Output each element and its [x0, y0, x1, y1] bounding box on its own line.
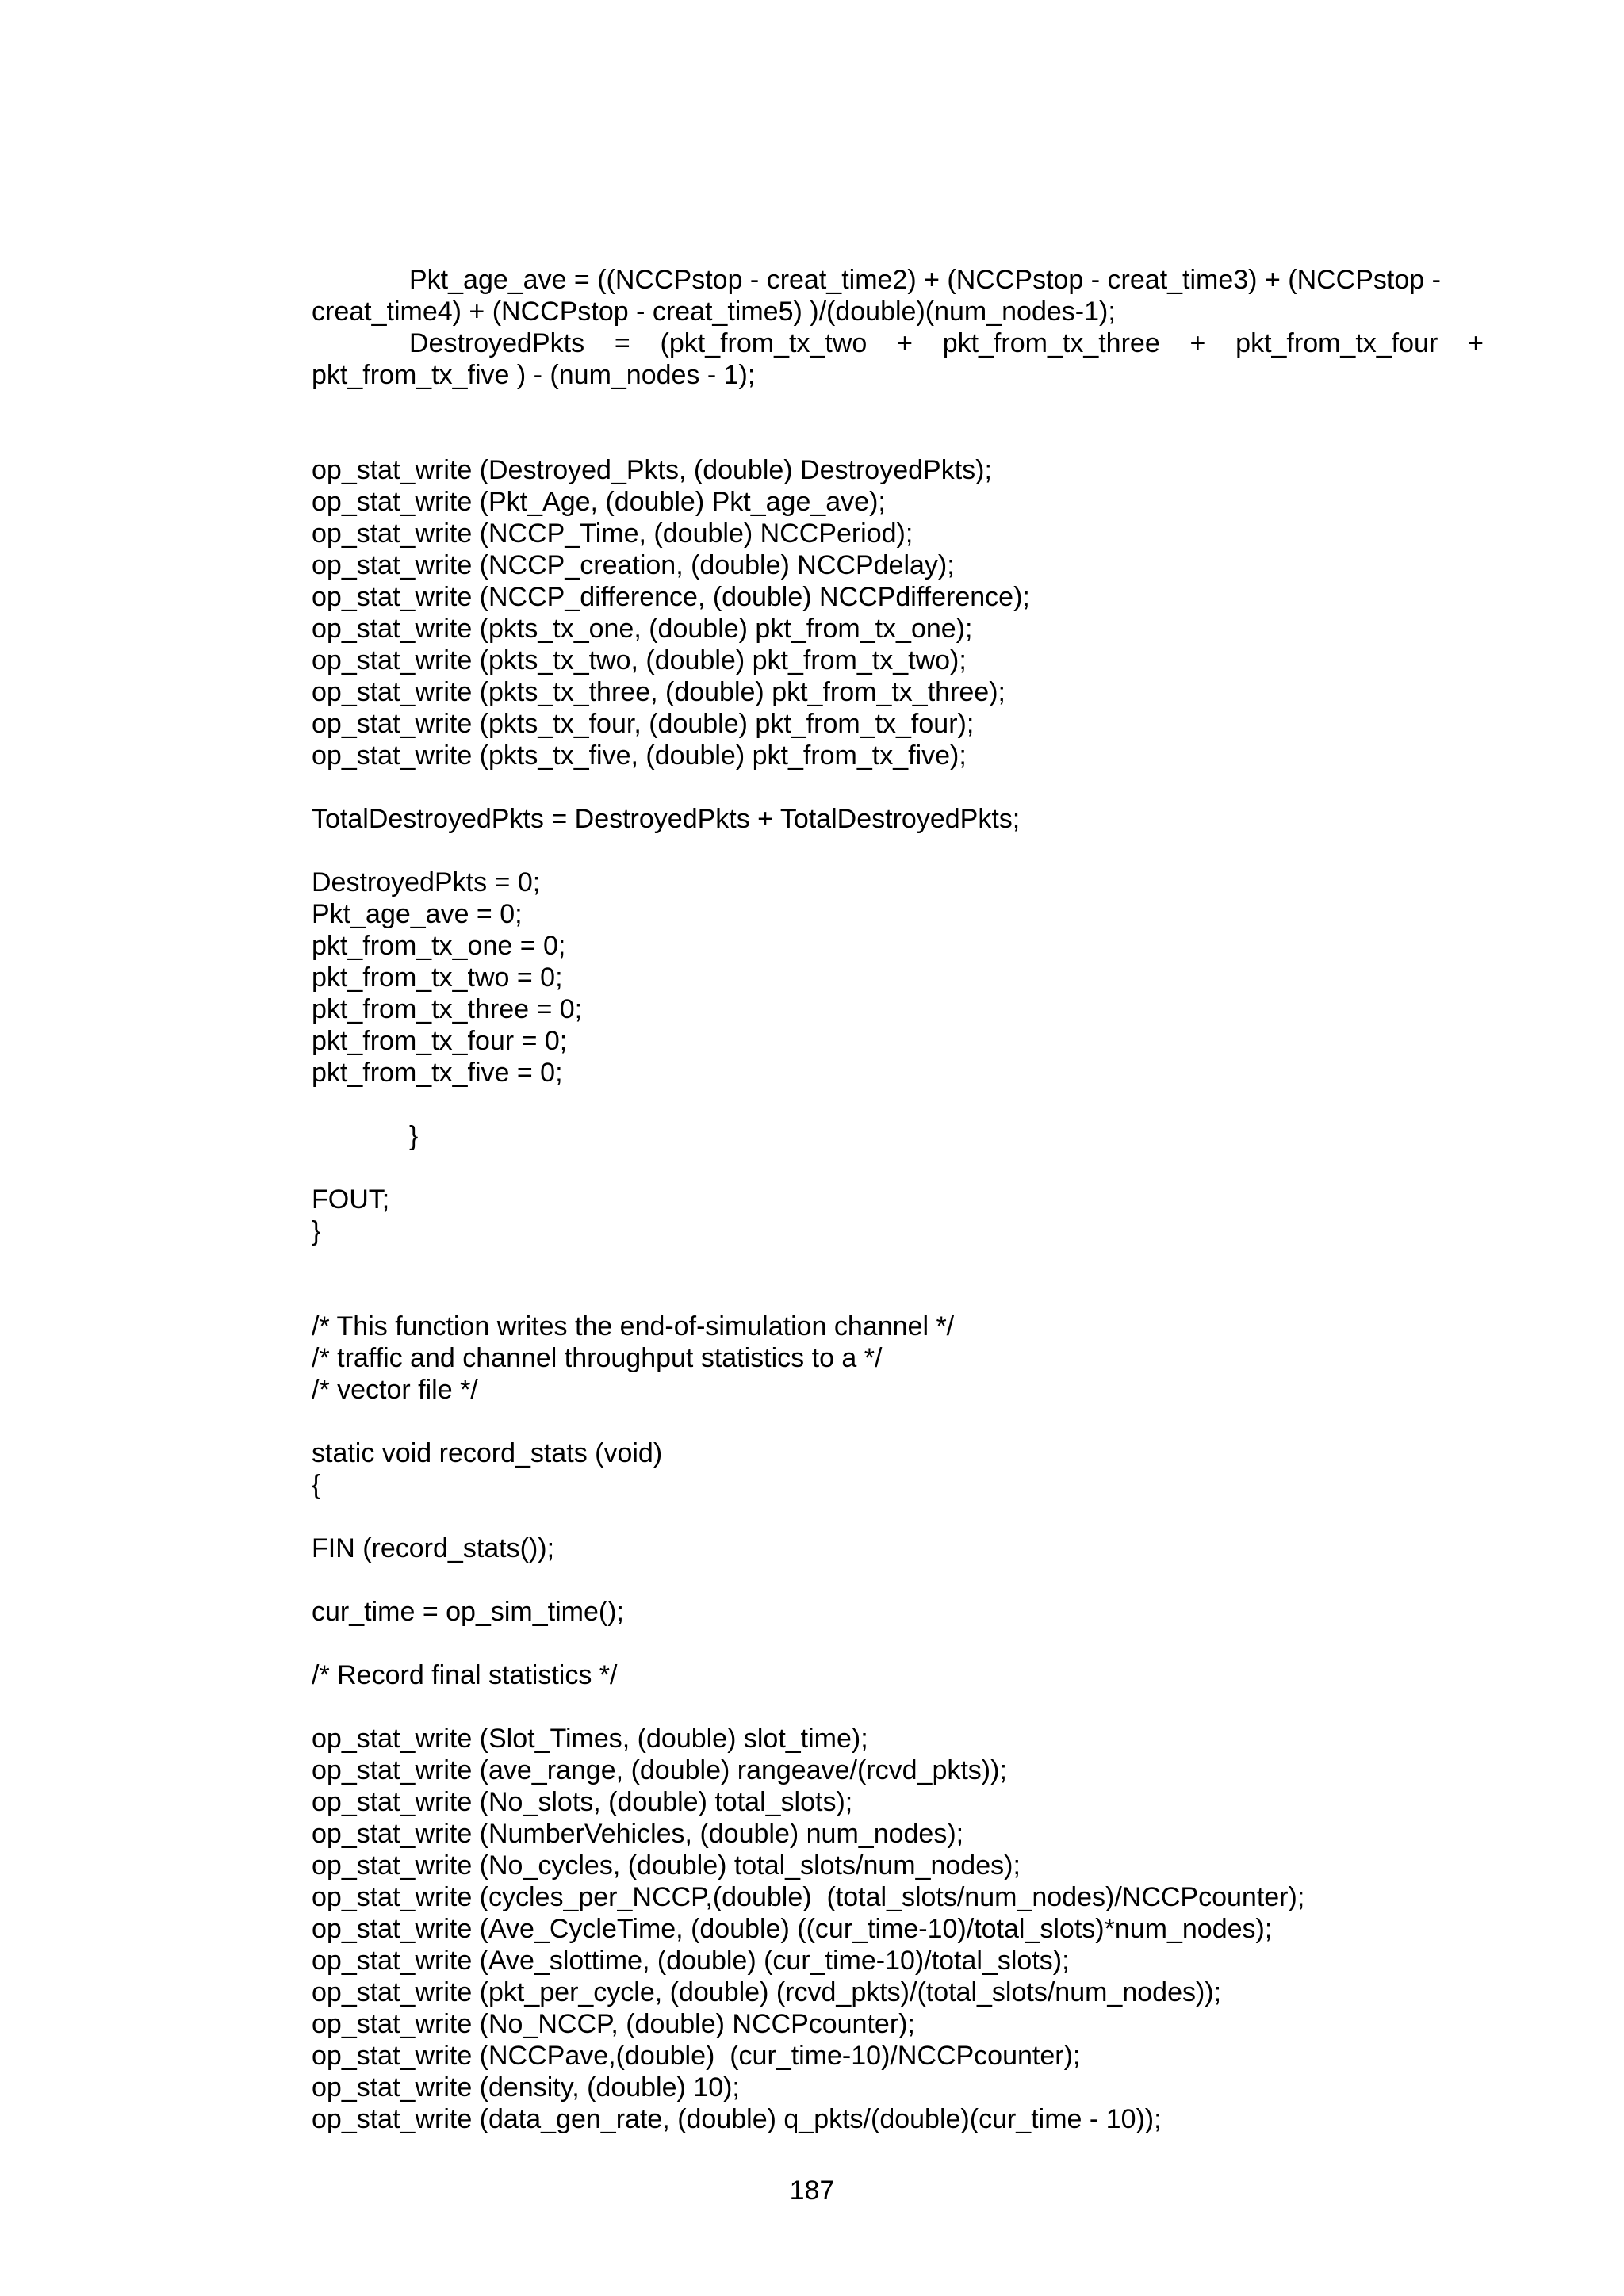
code-line: op_stat_write (pkts_tx_one, (double) pkt_from_tx_one); — [312, 614, 973, 644]
code-line: op_stat_write (pkts_tx_five, (double) pkt_from_tx_five); — [312, 740, 967, 771]
code-line: op_stat_write (No_slots, (double) total_slots); — [312, 1787, 853, 1817]
code-line: Pkt_age_ave = 0; — [312, 899, 523, 929]
code-line: FIN (record_stats()); — [312, 1533, 555, 1563]
comment-line: /* vector file */ — [312, 1375, 478, 1405]
code-line: op_stat_write (No_NCCP, (double) NCCPcounter); — [312, 2009, 915, 2039]
code-line: } — [312, 1216, 321, 1246]
code-line: op_stat_write (pkts_tx_two, (double) pkt_from_tx_two); — [312, 645, 967, 675]
code-line: op_stat_write (data_gen_rate, (double) q_pkts/(double)(cur_time - 10)); — [312, 2104, 1162, 2134]
code-line: op_stat_write (No_cycles, (double) total_slots/num_nodes); — [312, 1850, 1021, 1881]
code-line: op_stat_write (cycles_per_NCCP,(double) (total_slots/num_nodes)/NCCPcounter); — [312, 1882, 1305, 1912]
comment-line: /* traffic and channel throughput statistics to a */ — [312, 1343, 883, 1373]
destroyed-pkts-token: pkt_from_tx_four — [1235, 328, 1438, 358]
code-line: op_stat_write (Ave_slottime, (double) (cur_time-10)/total_slots); — [312, 1946, 1070, 1976]
code-line: FOUT; — [312, 1184, 390, 1215]
pkt-age-ave-line-1: Pkt_age_ave = ((NCCPstop - creat_time2) + (NCCPstop - creat_time3) + (NCCPstop - — [409, 265, 1441, 295]
code-line: op_stat_write (pkt_per_cycle, (double) (rcvd_pkts)/(total_slots/num_nodes)); — [312, 1977, 1222, 2007]
code-line: op_stat_write (density, (double) 10); — [312, 2072, 740, 2103]
code-line: pkt_from_tx_three = 0; — [312, 994, 583, 1024]
code-line: op_stat_write (Ave_CycleTime, (double) ((cur_time-10)/total_slots)*num_nodes); — [312, 1914, 1273, 1944]
code-line: op_stat_write (NCCP_creation, (double) NCCPdelay); — [312, 550, 955, 580]
code-line: pkt_from_tx_one = 0; — [312, 931, 566, 961]
destroyed-pkts-token: DestroyedPkts — [409, 328, 585, 358]
code-line: { — [312, 1470, 321, 1500]
destroyed-pkts-token: + — [1189, 328, 1206, 358]
comment-line: /* This function writes the end-of-simulation channel */ — [312, 1311, 955, 1341]
destroyed-pkts-token: (pkt_from_tx_two — [660, 328, 868, 358]
code-line: op_stat_write (NCCPave,(double) (cur_time-10)/NCCPcounter); — [312, 2041, 1081, 2071]
code-line: TotalDestroyedPkts = DestroyedPkts + TotalDestroyedPkts; — [312, 804, 1021, 834]
code-line: pkt_from_tx_two = 0; — [312, 962, 563, 993]
code-line: } — [409, 1121, 419, 1151]
comment-line: /* Record final statistics */ — [312, 1660, 618, 1690]
function-signature: static void record_stats (void) — [312, 1438, 663, 1468]
code-line: op_stat_write (ave_range, (double) rangeave/(rcvd_pkts)); — [312, 1755, 1007, 1785]
destroyed-pkts-token: = — [614, 328, 630, 358]
code-line: DestroyedPkts = 0; — [312, 867, 541, 897]
code-line: pkt_from_tx_five = 0; — [312, 1058, 563, 1088]
destroyed-pkts-token: + — [1468, 328, 1484, 358]
page-number: 187 — [789, 2175, 835, 2206]
destroyed-pkts-token: pkt_from_tx_three — [942, 328, 1160, 358]
code-line: cur_time = op_sim_time(); — [312, 1597, 624, 1627]
code-line: pkt_from_tx_four = 0; — [312, 1026, 568, 1056]
code-line: op_stat_write (NCCP_Time, (double) NCCPeriod); — [312, 519, 914, 549]
code-line: op_stat_write (pkts_tx_three, (double) pkt_from_tx_three); — [312, 677, 1005, 707]
code-line: op_stat_write (Pkt_Age, (double) Pkt_age_ave); — [312, 487, 886, 517]
code-line: op_stat_write (NumberVehicles, (double) num_nodes); — [312, 1819, 964, 1849]
code-line: op_stat_write (Slot_Times, (double) slot_time); — [312, 1724, 868, 1754]
pkt-age-ave-line-2: creat_time4) + (NCCPstop - creat_time5) )/(double)(num_nodes-1); — [312, 297, 1116, 327]
code-line: op_stat_write (NCCP_difference, (double) NCCPdifference); — [312, 582, 1030, 612]
destroyed-pkts-line-1 — [409, 327, 1484, 359]
destroyed-pkts-token: + — [897, 328, 913, 358]
code-line: op_stat_write (pkts_tx_four, (double) pkt_from_tx_four); — [312, 709, 975, 739]
destroyed-pkts-line-2: pkt_from_tx_five ) - (num_nodes - 1); — [312, 360, 756, 390]
code-line: op_stat_write (Destroyed_Pkts, (double) DestroyedPkts); — [312, 455, 992, 485]
